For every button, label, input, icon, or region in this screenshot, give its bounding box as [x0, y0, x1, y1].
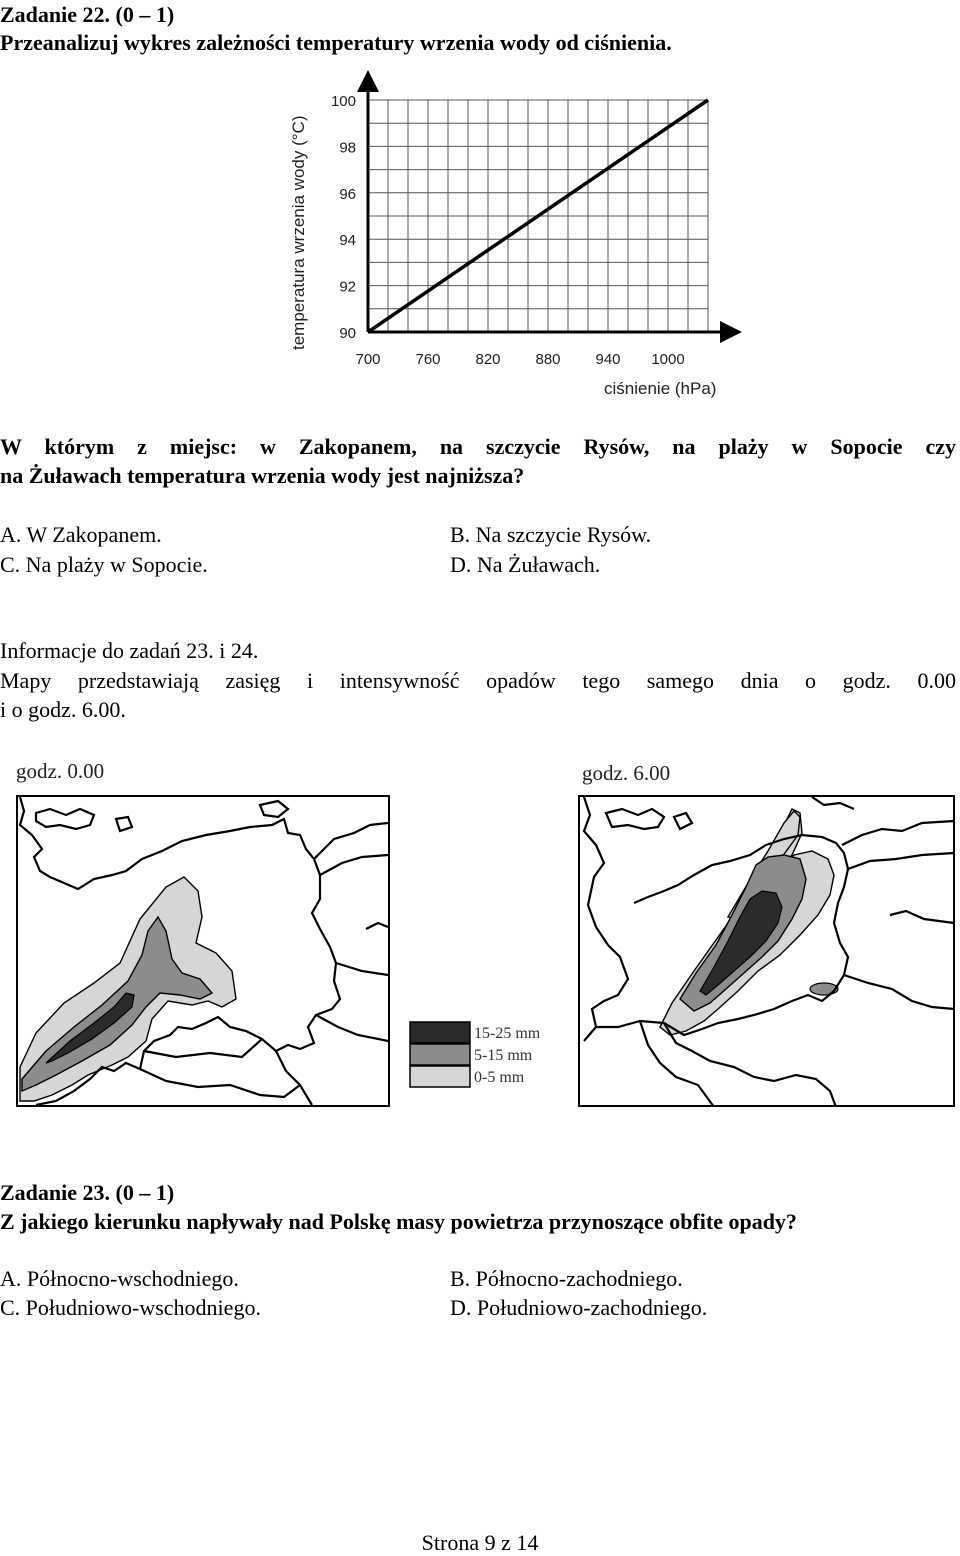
task22-option-d[interactable]: D. Na Żuławach.: [450, 552, 601, 577]
legend-swatch-light: [410, 1066, 470, 1087]
x-tick-label: 760: [415, 351, 441, 368]
y-tick-label: 94: [339, 232, 356, 250]
x-tick-label: 820: [475, 351, 501, 368]
task22-option-b[interactable]: B. Na szczycie Rysów.: [450, 522, 652, 547]
legend-label-heavy: 15-25 mm: [474, 1025, 541, 1042]
y-axis-arrow: [357, 70, 379, 92]
y-tick-label: 98: [339, 139, 356, 157]
task22-question-line2: na Żuławach temperatura wrzenia wody jest najniższa?: [0, 463, 525, 488]
x-axis-arrow: [720, 321, 742, 343]
legend-swatch-medium: [410, 1044, 470, 1065]
legend-label-light: 0-5 mm: [474, 1069, 525, 1086]
legend-label-medium: 5-15 mm: [474, 1047, 533, 1064]
x-tick-label: 1000: [651, 351, 685, 368]
info-title: Informacje do zadań 23. i 24.: [0, 638, 259, 663]
info-line1: Mapy przedstawiają zasięg i intensywność opadów tego samego dnia o godz. 0.00: [0, 668, 956, 693]
x-tick-label: 700: [355, 351, 381, 368]
map-right-label: godz. 6.00: [582, 761, 671, 785]
task23-title: Zadanie 23. (0 – 1): [0, 1180, 175, 1205]
y-tick-label: 92: [339, 278, 356, 296]
task22-title: Zadanie 22. (0 – 1): [0, 2, 175, 27]
task23-option-b[interactable]: B. Północno-zachodniego.: [450, 1266, 683, 1291]
x-tick-label: 880: [535, 351, 561, 368]
precipitation-map-0600: [578, 795, 955, 1107]
y-axis-label: temperatura wrzenia wody (°C): [289, 115, 308, 350]
y-tick-label: 100: [330, 93, 356, 110]
info-line2: i o godz. 6.00.: [0, 697, 126, 722]
task23-option-a[interactable]: A. Północno-wschodniego.: [0, 1266, 239, 1291]
boiling-point-chart: [280, 62, 760, 402]
task23-option-c[interactable]: C. Południowo-wschodniego.: [0, 1295, 261, 1320]
y-tick-label: 96: [339, 185, 356, 203]
page-number: Strona 9 z 14: [421, 1530, 539, 1555]
y-tick-label: 90: [339, 325, 356, 342]
task22-option-a[interactable]: A. W Zakopanem.: [0, 522, 162, 547]
task22-option-c[interactable]: C. Na plaży w Sopocie.: [0, 552, 208, 577]
map-left-label: godz. 0.00: [16, 759, 105, 783]
x-axis-label: ciśnienie (hPa): [604, 379, 717, 398]
task23-question: Z jakiego kierunku napływały nad Polskę masy powietrza przynoszące obfite opady?: [0, 1209, 797, 1234]
x-tick-label: 940: [595, 351, 621, 368]
task23-option-d[interactable]: D. Południowo-zachodniego.: [450, 1295, 708, 1320]
task22-instruction: Przeanalizuj wykres zależności temperatury wrzenia wody od ciśnienia.: [0, 30, 672, 55]
precipitation-legend: [408, 1018, 558, 1094]
task22-question-line1: W którym z miejsc: w Zakopanem, na szczycie Rysów, na plaży w Sopocie czy: [0, 434, 956, 459]
legend-swatch-heavy: [410, 1022, 470, 1043]
precipitation-map-0000: [16, 795, 390, 1107]
